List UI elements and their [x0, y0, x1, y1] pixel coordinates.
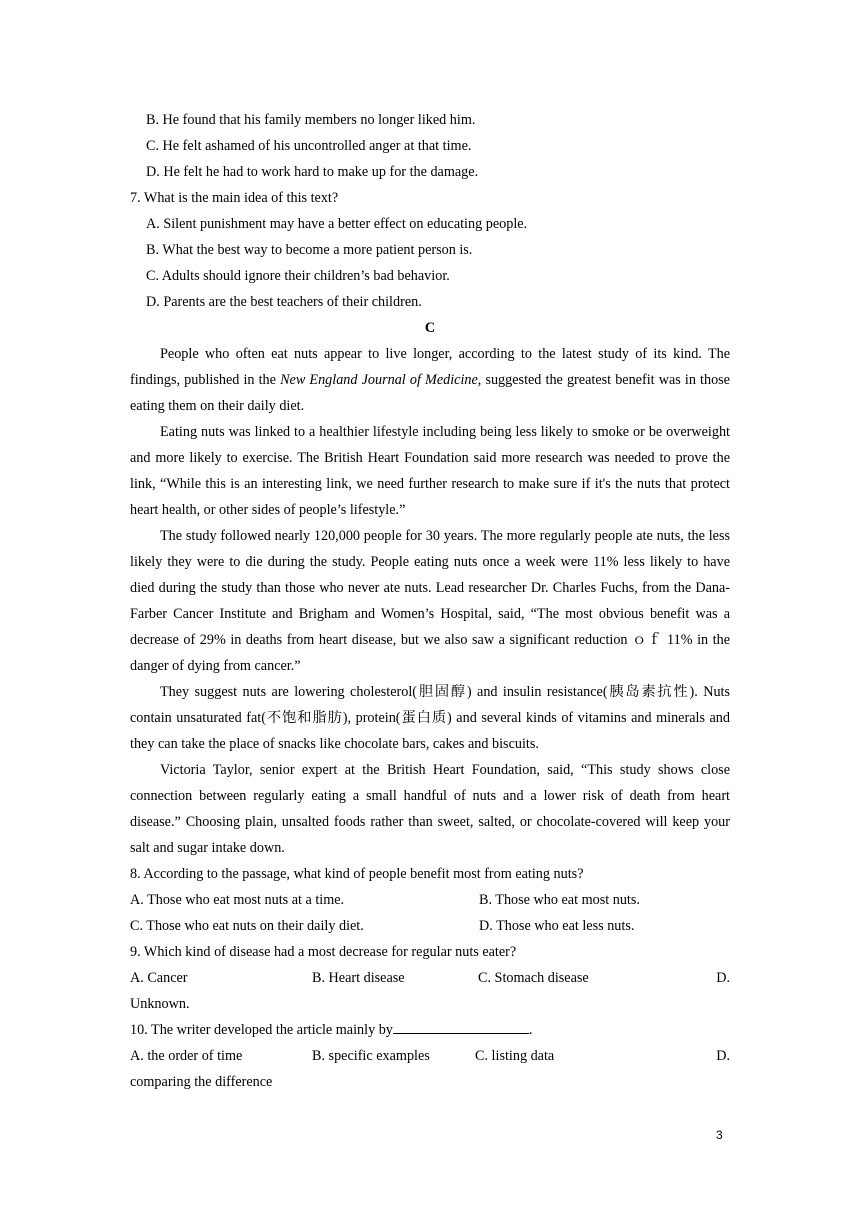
- q8-option-a: A. Those who eat most nuts at a time.: [130, 892, 345, 908]
- q10-option-c: C. listing data: [475, 1048, 555, 1064]
- passage-paragraph-3: The study followed nearly 120,000 people for 30 years. The more regularly people ate nuts, the less likely they were to die during the study. People eating nuts once a week were 11% less likely to have died during the study than those who never ate nuts. Lead researcher Dr. Charles Fuchs, from the Dana-Farber Cancer Institute and Brigham and Women’s Hospital, said, “The most obvious benefit was a decrease of 29% in deaths from heart disease, but we also saw a significant reduction ｏｆ 11% in the danger of dying from cancer.”: [130, 528, 730, 674]
- q10-option-d-letter: D.: [716, 1048, 730, 1064]
- q7-option-a: A. Silent punishment may have a better effect on educating people.: [146, 216, 528, 232]
- q9-option-b: B. Heart disease: [312, 970, 405, 986]
- p1-text-after: , suggested the greatest benefit was in those eating them on their daily diet.: [130, 372, 730, 414]
- passage-paragraph-4: They suggest nuts are lowering cholesterol(胆固醇) and insulin resistance(胰岛素抗性). Nuts contain unsaturated fat(不饱和脂肪), protein(蛋白质) and several kinds of vitamins and minerals and they can take the place of snacks like chocolate bars, cakes and biscuits.: [130, 684, 730, 752]
- q8-options-row-2: [130, 913, 730, 939]
- section-title: C: [424, 320, 436, 336]
- q10-stem: 10. The writer developed the article mainly by: [130, 1022, 393, 1038]
- q9-stem: 9. Which kind of disease had a most decrease for regular nuts eater?: [130, 944, 517, 960]
- answer-blank: [393, 1019, 529, 1034]
- passage-paragraph-1: [130, 341, 730, 419]
- q10-options-row: [130, 1043, 730, 1069]
- q10-option-d-text: comparing the difference: [130, 1074, 273, 1090]
- q7-stem: 7. What is the main idea of this text?: [130, 190, 339, 206]
- q7-option-d: D. Parents are the best teachers of their children.: [146, 294, 422, 310]
- q10-option-b: B. specific examples: [312, 1048, 430, 1064]
- q9-option-c: C. Stomach disease: [478, 970, 589, 986]
- page-content: [130, 107, 730, 1095]
- journal-name: New England Journal of Medicine: [280, 372, 478, 388]
- q8-stem: 8. According to the passage, what kind of people benefit most from eating nuts?: [130, 866, 584, 882]
- q6-option-c: C. He felt ashamed of his uncontrolled anger at that time.: [146, 138, 472, 154]
- q7-option-c: C. Adults should ignore their children’s bad behavior.: [146, 268, 450, 284]
- q8-option-d: D. Those who eat less nuts.: [479, 918, 635, 934]
- passage-paragraph-5: Victoria Taylor, senior expert at the British Heart Foundation, said, “This study shows close connection between regularly eating a small handful of nuts and a lower risk of death from heart disease.” Choosing plain, unsalted foods rather than sweet, salted, or chocolate-covered will keep your salt and sugar intake down.: [130, 762, 730, 856]
- q8-option-c: C. Those who eat nuts on their daily diet.: [130, 918, 364, 934]
- q10-option-a: A. the order of time: [130, 1048, 243, 1064]
- q9-option-d-text: Unknown.: [130, 996, 190, 1012]
- q9-options-row: [130, 965, 730, 991]
- q9-option-a: A. Cancer: [130, 970, 188, 986]
- page-number: 3: [716, 1128, 723, 1142]
- p1-text-before: People who often eat nuts appear to live longer, according to the latest study of its kind. The findings, published in the: [130, 346, 730, 388]
- q9-option-d-letter: D.: [716, 970, 730, 986]
- q7-option-b: B. What the best way to become a more patient person is.: [146, 242, 473, 258]
- q8-options-row-1: [130, 887, 730, 913]
- q8-option-b: B. Those who eat most nuts.: [479, 892, 640, 908]
- q6-option-d: D. He felt he had to work hard to make up for the damage.: [146, 164, 479, 180]
- passage-paragraph-2: Eating nuts was linked to a healthier lifestyle including being less likely to smoke or be overweight and more likely to exercise. The British Heart Foundation said more research was needed to prove the link, “While this is an interesting link, we need further research to make sure if it's the nuts that protect heart health, or other sides of people’s lifestyle.”: [130, 424, 730, 518]
- q6-option-b: B. He found that his family members no longer liked him.: [146, 112, 476, 128]
- q10-stem-line: [130, 1017, 730, 1043]
- q10-stem-end: .: [528, 1022, 533, 1038]
